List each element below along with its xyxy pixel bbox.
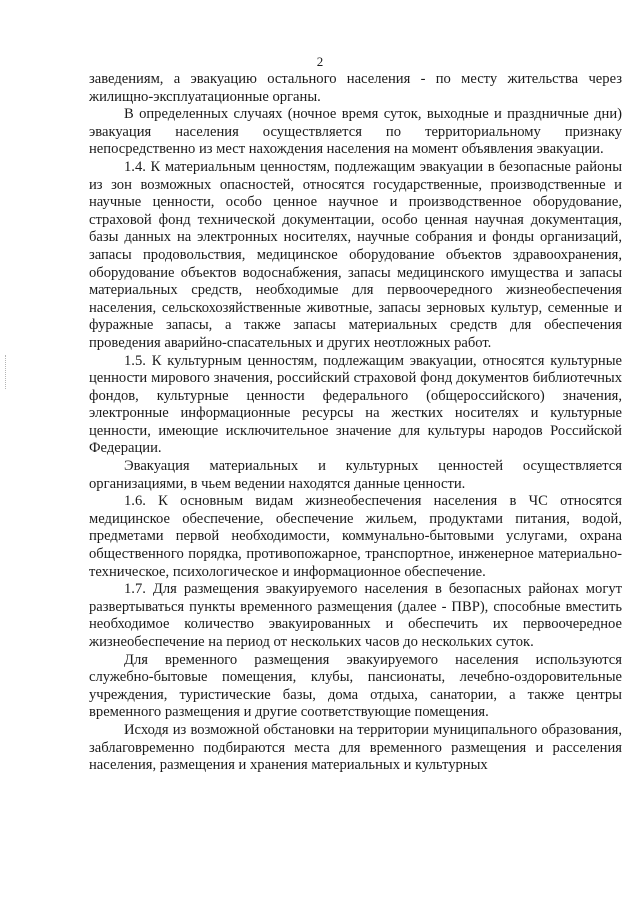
scan-margin-mark [5, 355, 9, 389]
paragraph-accommodation-premises: Для временного размещения эвакуируемого населения используются служебно-бытовые помещения, клубы, пансионаты, лечебно-оздоровительные учреждения, туристические базы, дома отдыха, санатории, а также центры временного размещения и другие соответствующие помещения. [89, 651, 622, 721]
paragraph-1-7-temporary-accommodation: 1.7. Для размещения эвакуируемого населения в безопасных районах могут развертываться пункты временного размещения (далее - ПВР), способные вместить необходимое количество эвакуированных и обеспечить их первоочередное жизнеобеспечение на период от нескольких часов до нескольких суток. [89, 581, 622, 650]
paragraph-1-6-life-support: 1.6. К основным видам жизнеобеспечения населения в ЧС относятся медицинское обеспечение, обеспечение жильем, продуктами питания, водой, предметами первой необходимости, коммунально-бытовыми услугами, охрана общественного порядка, противопожарное, транспортное, инженерное материально-техническое, психологическое и информационное обеспечение. [89, 493, 622, 580]
paragraph-site-selection: Исходя из возможной обстановки на территории муниципального образования, заблаговременно подбираются места для временного размещения и расселения населения, размещения и хранения материальных и культурных [89, 721, 622, 774]
paragraph-1-5-cultural-values: 1.5. К культурным ценностям, подлежащим эвакуации, относятся культурные ценности мирового значения, российский страховой фонд документов библиотечных фондов, культурные ценности федерального (общероссийского) значения, электронные информационные ресурсы на жестких носителях и культурные ценности, имеющие исключительное значение для культуры народов Российской Федерации. [89, 352, 622, 457]
document-body [89, 71, 622, 775]
paragraph-evacuation-organizations: Эвакуация материальных и культурных ценностей осуществляется организациями, в чьем ведении находятся данные ценности. [89, 458, 622, 492]
paragraph-1-4-material-values: 1.4. К материальным ценностям, подлежащим эвакуации в безопасные районы из зон возможных опасностей, относятся государственные, производственные и научные ценности, особо ценное научное и производственное оборудование, страховой фонд технической документации, особо ценная научная документация, базы данных на электронных носителях, научные собрания и фонды организаций, запасы продовольствия, медицинское оборудование объектов здравоохранения, оборудование объектов водоснабжения, запасы медицинского имущества и запасы материальных средств, необходимые для первоочередного жизнеобеспечения населения, сельскохозяйственные животные, запасы зерновых культур, семенные и фуражные запасы, а также запасы материальных средств для обеспечения проведения аварийно-спасательных и других неотложных работ. [89, 158, 622, 351]
page-number: 2 [316, 54, 324, 69]
paragraph-evacuation-special-cases: В определенных случаях (ночное время суток, выходные и праздничные дни) эвакуация населения осуществляется по территориальному признаку непосредственно из мест нахождения населения на момент объявления эвакуации. [89, 106, 622, 158]
paragraph-continuation: заведениям, а эвакуацию остального населения - по месту жительства через жилищно-эксплуатационные органы. [89, 71, 622, 105]
